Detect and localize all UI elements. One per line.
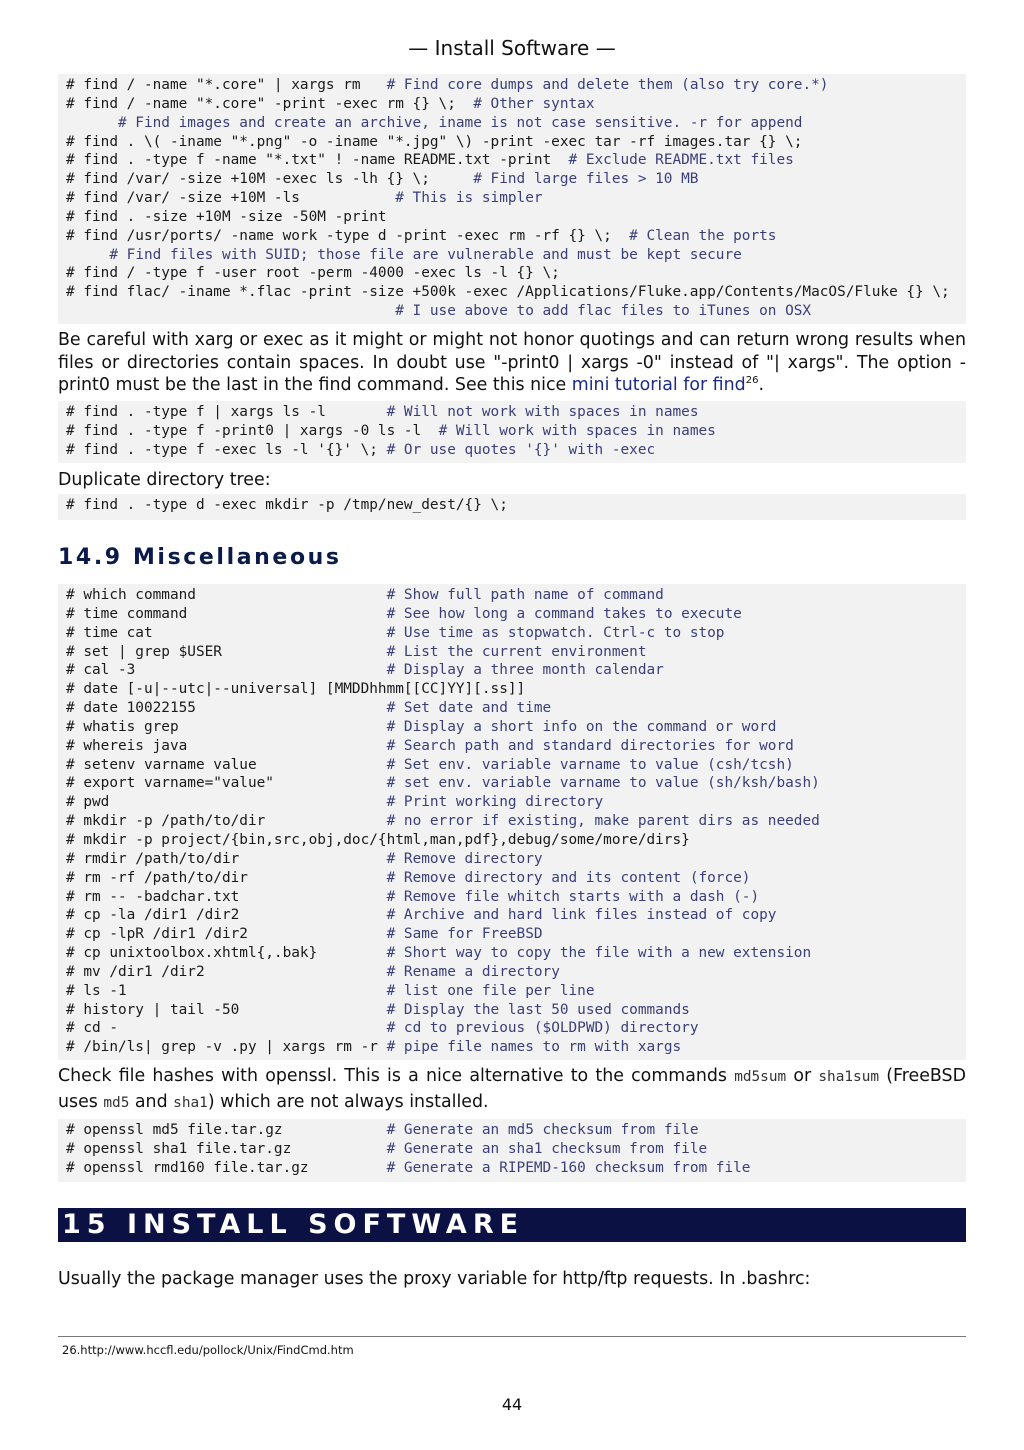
- code-block-find: [58, 74, 966, 324]
- code-comment: # cd to previous ($OLDPWD) directory: [386, 1020, 699, 1037]
- code-comment: # Generate an md5 checksum from file: [386, 1122, 699, 1138]
- code-comment: # Use time as stopwatch. Ctrl-c to stop: [386, 624, 725, 641]
- code-comment: # Find large files > 10 MB: [473, 171, 699, 188]
- inline-code-md5sum: md5sum: [734, 1069, 787, 1085]
- code-command: # export varname="value": [66, 775, 387, 792]
- page-number: 44: [501, 1395, 523, 1414]
- code-command: # rmdir /path/to/dir: [66, 850, 387, 867]
- paragraph-duplicate-tree: Duplicate directory tree:: [58, 470, 271, 490]
- code-line: [66, 246, 966, 265]
- code-comment: # Same for FreeBSD: [386, 926, 543, 943]
- code-line: [66, 793, 966, 812]
- code-command: # whatis grep: [66, 718, 387, 735]
- code-command: # time cat: [66, 624, 387, 641]
- code-line: [66, 925, 966, 944]
- code-command: # openssl rmd160 file.tar.gz: [66, 1159, 387, 1176]
- paragraph-text: and: [129, 1091, 174, 1112]
- code-line: [66, 982, 966, 1001]
- code-line: [66, 963, 966, 982]
- code-command: [66, 247, 109, 263]
- code-command: # cal -3: [66, 662, 387, 679]
- code-line: [66, 1019, 966, 1038]
- code-line: [66, 643, 966, 662]
- code-comment: # Will not work with spaces in names: [386, 404, 699, 420]
- code-line: [66, 774, 966, 793]
- code-command: # find flac/ -iname *.flac -print -size +500k -exec /Applications/Fluke.app/Contents/MacOS/Fluke {} \;: [66, 284, 950, 301]
- code-comment: # Generate a RIPEMD-160 checksum from file: [386, 1159, 751, 1176]
- code-line: [66, 737, 966, 756]
- paragraph-proxy: Usually the package manager uses the proxy variable for http/ftp requests. In .bashrc:: [58, 1269, 811, 1289]
- paragraph-text: Check file hashes with openssl. This is a nice alternative to the commands: [58, 1066, 735, 1086]
- code-comment: # Set date and time: [386, 700, 552, 717]
- code-command: # cd -: [66, 1020, 387, 1037]
- code-comment: # Display the last 50 used commands: [386, 1001, 690, 1018]
- code-comment: # Will work with spaces in names: [438, 422, 716, 439]
- code-line: [66, 605, 966, 624]
- code-line: [66, 831, 966, 850]
- code-block-find-spaces: [58, 401, 966, 463]
- code-command: # find . -size +10M -size -50M -print: [66, 208, 387, 225]
- code-command: # find /var/ -size +10M -ls: [66, 190, 396, 207]
- code-line: [66, 1121, 966, 1140]
- code-line: [66, 227, 966, 246]
- code-command: # find / -type f -user root -perm -4000 -exec ls -l {} \;: [66, 265, 560, 282]
- code-line: [66, 1140, 966, 1159]
- code-comment: # Rename a directory: [386, 963, 560, 980]
- code-line: [66, 76, 966, 95]
- code-command: # find / -name "*.core" -print -exec rm {} \;: [66, 95, 474, 112]
- code-command: # find . -type f -exec ls -l '{}' \;: [66, 441, 387, 458]
- code-command: # find /var/ -size +10M -exec ls -lh {} \;: [66, 171, 474, 188]
- paragraph-end: .: [758, 375, 764, 396]
- code-comment: # Show full path name of command: [386, 587, 664, 603]
- code-comment: # Set env. variable varname to value (csh/tcsh): [386, 756, 794, 773]
- code-line: [66, 403, 966, 422]
- code-command: # rm -rf /path/to/dir: [66, 869, 387, 886]
- code-command: # rm -- -badchar.txt: [66, 888, 387, 905]
- code-line: [66, 586, 966, 605]
- code-comment: # Archive and hard link files instead of copy: [386, 907, 777, 924]
- code-command: # find /usr/ports/ -name work -type d -print -exec rm -rf {} \;: [66, 227, 630, 244]
- code-line: [66, 1159, 966, 1178]
- code-comment: # Remove directory and its content (force): [386, 869, 751, 886]
- code-command: [66, 303, 395, 319]
- code-comment: # Search path and standard directories for word: [386, 737, 794, 754]
- code-command: # mv /dir1 /dir2: [66, 963, 387, 980]
- code-line: [66, 1038, 966, 1057]
- footnote-ref[interactable]: 26: [745, 375, 759, 387]
- code-comment: # Find core dumps and delete them (also try core.*): [386, 77, 829, 93]
- code-line: [66, 624, 966, 643]
- code-comment: # Display a three month calendar: [386, 662, 664, 679]
- code-line: [66, 699, 966, 718]
- code-line: [66, 888, 966, 907]
- code-line: [66, 906, 966, 925]
- code-block-duplicate-tree: [58, 494, 966, 520]
- inline-code-sha1sum: sha1sum: [818, 1069, 880, 1085]
- code-command: # cp -lpR /dir1 /dir2: [66, 926, 387, 943]
- chapter-heading-bar: [58, 1208, 966, 1242]
- paragraph-text: ) which are not always installed.: [207, 1091, 489, 1112]
- code-command: # history | tail -50: [66, 1001, 387, 1018]
- chapter-heading-install-software: 15 INSTALL SOFTWARE: [62, 1209, 525, 1240]
- code-line: [66, 264, 966, 283]
- code-command: [66, 115, 118, 131]
- code-comment: # Exclude README.txt files: [568, 152, 794, 169]
- code-command: # which command: [66, 587, 387, 603]
- code-line: [66, 189, 966, 208]
- code-comment: # I use above to add flac files to iTunes on OSX: [395, 303, 812, 320]
- code-command: # mkdir -p project/{bin,src,obj,doc/{html,man,pdf},debug/some/more/dirs}: [66, 831, 690, 848]
- code-line: [66, 661, 966, 680]
- code-line: [66, 441, 966, 460]
- code-comment: # Find images and create an archive, iname is not case sensitive. -r for append: [117, 114, 803, 131]
- inline-code-sha1: sha1: [173, 1094, 208, 1111]
- code-command: # find . -type d -exec mkdir -p /tmp/new_dest/{} \;: [66, 497, 508, 513]
- code-line: [66, 208, 966, 227]
- code-comment: # This is simpler: [395, 190, 543, 207]
- code-line: [66, 114, 966, 133]
- code-comment: # Print working directory: [386, 794, 604, 811]
- code-line: [66, 850, 966, 869]
- code-command: # find . -type f -print0 | xargs -0 ls -l: [66, 422, 439, 439]
- code-command: # date 10022155: [66, 700, 387, 717]
- paragraph-openssl: [58, 1064, 966, 1115]
- code-comment: # set env. variable varname to value (sh/ksh/bash): [386, 775, 820, 792]
- code-line: [66, 496, 966, 515]
- code-comment: # Clean the ports: [629, 227, 777, 244]
- code-line: [66, 422, 966, 441]
- code-line: [66, 869, 966, 888]
- code-command: # whereis java: [66, 737, 387, 754]
- code-command: # pwd: [66, 794, 387, 811]
- code-command: # mkdir -p /path/to/dir: [66, 813, 387, 830]
- code-command: # setenv varname value: [66, 756, 387, 773]
- code-block-miscellaneous: [58, 584, 966, 1060]
- code-command: # find . -type f | xargs ls -l: [66, 404, 387, 420]
- mini-tutorial-link[interactable]: mini tutorial for find: [571, 375, 746, 396]
- code-line: [66, 944, 966, 963]
- paragraph-text: or: [786, 1066, 819, 1086]
- code-command: # date [-u|--utc|--universal] [MMDDhhmm[[CC]YY][.ss]]: [66, 681, 526, 698]
- code-line: [66, 170, 966, 189]
- code-line: [66, 283, 966, 302]
- running-head: — Install Software —: [408, 36, 616, 60]
- code-command: # set | grep $USER: [66, 643, 387, 660]
- paragraph-text: (FreeBSD uses: [58, 1066, 966, 1112]
- code-command: # /bin/ls| grep -v .py | xargs rm -r: [66, 1039, 387, 1056]
- code-comment: # List the current environment: [386, 643, 647, 660]
- code-line: [66, 756, 966, 775]
- code-comment: # pipe file names to rm with xargs: [386, 1039, 682, 1056]
- code-comment: # Remove file whitch starts with a dash (-): [386, 888, 760, 905]
- code-comment: # Generate an sha1 checksum from file: [386, 1140, 708, 1157]
- code-command: # cp -la /dir1 /dir2: [66, 907, 387, 924]
- code-comment: # list one file per line: [386, 982, 595, 999]
- code-line: [66, 302, 966, 321]
- code-line: [66, 95, 966, 114]
- footnote: 26.http://www.hccfl.edu/pollock/Unix/FindCmd.htm: [62, 1343, 354, 1357]
- code-line: [66, 812, 966, 831]
- code-command: # openssl sha1 file.tar.gz: [66, 1140, 387, 1157]
- code-comment: # Or use quotes '{}' with -exec: [386, 441, 656, 458]
- code-command: # find . -type f -name "*.txt" ! -name README.txt -print: [66, 152, 569, 169]
- paragraph-xargs-warning: [58, 329, 966, 397]
- code-command: # find . \( -iname "*.png" -o -iname "*.jpg" \) -print -exec tar -rf images.tar {} \;: [66, 133, 803, 150]
- footnote-divider: [58, 1336, 966, 1337]
- inline-code-md5: md5: [103, 1094, 130, 1111]
- code-line: [66, 1001, 966, 1020]
- code-comment: # Other syntax: [473, 95, 595, 112]
- code-comment: # Remove directory: [386, 850, 543, 867]
- code-comment: # Short way to copy the file with a new extension: [386, 945, 812, 962]
- code-line: [66, 680, 966, 699]
- section-heading-miscellaneous: 14.9 Miscellaneous: [58, 545, 342, 570]
- code-command: # time command: [66, 605, 387, 622]
- code-comment: # Find files with SUID; those file are vulnerable and must be kept secure: [109, 246, 742, 263]
- code-block-openssl: [58, 1119, 966, 1182]
- code-command: # ls -1: [66, 982, 387, 999]
- code-comment: # Display a short info on the command or word: [386, 718, 777, 735]
- code-line: [66, 151, 966, 170]
- code-line: [66, 133, 966, 152]
- code-comment: # See how long a command takes to execute: [386, 605, 742, 622]
- code-line: [66, 718, 966, 737]
- code-command: # openssl md5 file.tar.gz: [66, 1122, 387, 1138]
- code-command: # cp unixtoolbox.xhtml{,.bak}: [66, 945, 387, 962]
- code-comment: # no error if existing, make parent dirs as needed: [386, 813, 820, 830]
- paragraph-text: Be careful with xarg or exec as it might or might not honor quotings and can return wrong results when files or directories contain spaces. In doubt use "-print0 | xargs -0" instead of "| xargs". The option -print0 must be the last in the find command. See this nice: [58, 330, 966, 396]
- code-command: # find / -name "*.core" | xargs rm: [66, 77, 387, 93]
